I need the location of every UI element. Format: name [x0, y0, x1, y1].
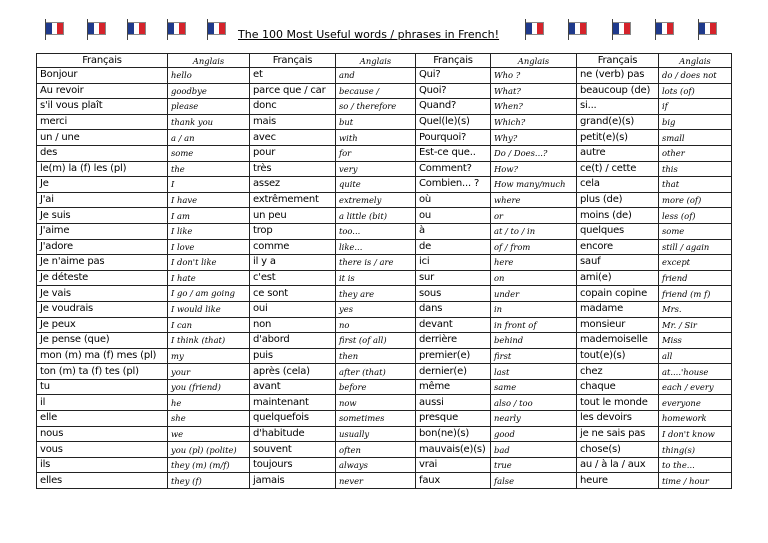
english-translation-cell: they are [336, 286, 416, 302]
english-translation-cell: good [491, 426, 577, 442]
table-header-row [37, 54, 732, 68]
french-word-cell: ici [416, 255, 491, 271]
french-word-cell: encore [577, 239, 659, 255]
english-translation-cell: sometimes [336, 411, 416, 427]
english-translation-cell: she [168, 411, 250, 427]
english-translation-cell: homework [659, 411, 732, 427]
french-word-cell: à [416, 223, 491, 239]
english-translation-cell: friend [659, 270, 732, 286]
table-row [37, 457, 732, 473]
french-word-cell: bon(ne)(s) [416, 426, 491, 442]
english-translation-cell: last [491, 364, 577, 380]
french-flag-icon [568, 22, 587, 35]
table-row [37, 239, 732, 255]
table-row [37, 208, 732, 224]
french-word-cell: premier(e) [416, 348, 491, 364]
table-row [37, 145, 732, 161]
english-translation-cell: he [168, 395, 250, 411]
french-word-cell: extrêmement [250, 192, 336, 208]
header-francais: Français [577, 54, 659, 68]
french-word-cell: grand(e)(s) [577, 114, 659, 130]
english-translation-cell: false [491, 473, 577, 489]
english-translation-cell: some [659, 223, 732, 239]
french-word-cell: J'aime [37, 223, 168, 239]
english-translation-cell: hello [168, 68, 250, 84]
english-translation-cell: bad [491, 442, 577, 458]
french-word-cell: ami(e) [577, 270, 659, 286]
french-word-cell: chez [577, 364, 659, 380]
page-header [0, 0, 768, 52]
english-translation-cell: thank you [168, 114, 250, 130]
table-row [37, 473, 732, 489]
english-translation-cell: still / again [659, 239, 732, 255]
english-translation-cell: in [491, 301, 577, 317]
french-flag-icon [167, 22, 186, 35]
english-translation-cell: often [336, 442, 416, 458]
french-word-cell: il y a [250, 255, 336, 271]
french-word-cell: presque [416, 411, 491, 427]
french-word-cell: ce(t) / cette [577, 161, 659, 177]
french-word-cell: donc [250, 99, 336, 115]
english-translation-cell: we [168, 426, 250, 442]
english-translation-cell: they (f) [168, 473, 250, 489]
french-word-cell: si... [577, 99, 659, 115]
french-word-cell: je ne sais pas [577, 426, 659, 442]
english-translation-cell: I would like [168, 301, 250, 317]
page-title: The 100 Most Useful words / phrases in French! [238, 28, 500, 41]
french-flag-icon [612, 22, 631, 35]
french-word-cell: Est-ce que.. [416, 145, 491, 161]
english-translation-cell: thing(s) [659, 442, 732, 458]
table-row [37, 411, 732, 427]
french-word-cell: jamais [250, 473, 336, 489]
french-word-cell: un peu [250, 208, 336, 224]
english-translation-cell: so / therefore [336, 99, 416, 115]
french-word-cell: copain copine [577, 286, 659, 302]
table-row [37, 286, 732, 302]
french-flag-icon [525, 22, 544, 35]
french-word-cell: mon (m) ma (f) mes (pl) [37, 348, 168, 364]
french-word-cell: sous [416, 286, 491, 302]
french-word-cell: Je voudrais [37, 301, 168, 317]
english-translation-cell: usually [336, 426, 416, 442]
french-word-cell: s'il vous plaît [37, 99, 168, 115]
french-word-cell: des [37, 145, 168, 161]
french-word-cell: tout(e)(s) [577, 348, 659, 364]
french-word-cell: mauvais(e)(s) [416, 442, 491, 458]
french-word-cell: oui [250, 301, 336, 317]
english-translation-cell: first (of all) [336, 333, 416, 349]
english-translation-cell: When? [491, 99, 577, 115]
table-row [37, 426, 732, 442]
table-row [37, 83, 732, 99]
french-word-cell: beaucoup (de) [577, 83, 659, 99]
french-word-cell: avant [250, 379, 336, 395]
french-word-cell: mais [250, 114, 336, 130]
english-translation-cell: my [168, 348, 250, 364]
french-word-cell: souvent [250, 442, 336, 458]
english-translation-cell: extremely [336, 192, 416, 208]
french-word-cell: aussi [416, 395, 491, 411]
french-word-cell: les devoirs [577, 411, 659, 427]
table-row [37, 114, 732, 130]
header-francais: Français [37, 54, 168, 68]
english-translation-cell: How? [491, 161, 577, 177]
french-word-cell: vous [37, 442, 168, 458]
english-translation-cell: on [491, 270, 577, 286]
french-word-cell: un / une [37, 130, 168, 146]
english-translation-cell: I like [168, 223, 250, 239]
table-row [37, 270, 732, 286]
english-translation-cell: I love [168, 239, 250, 255]
french-word-cell: Au revoir [37, 83, 168, 99]
english-translation-cell: very [336, 161, 416, 177]
french-word-cell: après (cela) [250, 364, 336, 380]
french-word-cell: elle [37, 411, 168, 427]
french-word-cell: parce que / car [250, 83, 336, 99]
french-word-cell: même [416, 379, 491, 395]
french-word-cell: Je pense (que) [37, 333, 168, 349]
english-translation-cell: you (friend) [168, 379, 250, 395]
french-word-cell: Je peux [37, 317, 168, 333]
english-translation-cell: your [168, 364, 250, 380]
english-translation-cell: here [491, 255, 577, 271]
english-translation-cell: this [659, 161, 732, 177]
french-flag-icon [207, 22, 226, 35]
french-word-cell: ne (verb) pas [577, 68, 659, 84]
header-anglais: Anglais [659, 54, 732, 68]
table-row [37, 301, 732, 317]
english-translation-cell: because / [336, 83, 416, 99]
english-translation-cell: I don't like [168, 255, 250, 271]
english-translation-cell: if [659, 99, 732, 115]
english-translation-cell: other [659, 145, 732, 161]
french-word-cell: plus (de) [577, 192, 659, 208]
english-translation-cell: a / an [168, 130, 250, 146]
french-word-cell: moins (de) [577, 208, 659, 224]
french-word-cell: trop [250, 223, 336, 239]
french-flag-icon [87, 22, 106, 35]
english-translation-cell: Mr. / Sir [659, 317, 732, 333]
vocabulary-table [36, 53, 732, 489]
english-translation-cell: What? [491, 83, 577, 99]
table-row [37, 223, 732, 239]
english-translation-cell: big [659, 114, 732, 130]
french-flag-icon [698, 22, 717, 35]
english-translation-cell: I don't know [659, 426, 732, 442]
english-translation-cell: under [491, 286, 577, 302]
english-translation-cell: before [336, 379, 416, 395]
english-translation-cell: no [336, 317, 416, 333]
french-word-cell: autre [577, 145, 659, 161]
table-row [37, 364, 732, 380]
french-word-cell: dernier(e) [416, 364, 491, 380]
english-translation-cell: where [491, 192, 577, 208]
french-word-cell: où [416, 192, 491, 208]
french-word-cell: tout le monde [577, 395, 659, 411]
french-word-cell: le(m) la (f) les (pl) [37, 161, 168, 177]
english-translation-cell: lots (of) [659, 83, 732, 99]
french-word-cell: monsieur [577, 317, 659, 333]
english-translation-cell: more (of) [659, 192, 732, 208]
english-translation-cell: always [336, 457, 416, 473]
table-row [37, 395, 732, 411]
french-word-cell: Quoi? [416, 83, 491, 99]
french-word-cell: faux [416, 473, 491, 489]
french-flag-icon [45, 22, 64, 35]
french-word-cell: très [250, 161, 336, 177]
french-word-cell: chaque [577, 379, 659, 395]
english-translation-cell: never [336, 473, 416, 489]
french-word-cell: Bonjour [37, 68, 168, 84]
english-translation-cell: some [168, 145, 250, 161]
english-translation-cell: please [168, 99, 250, 115]
french-word-cell: toujours [250, 457, 336, 473]
french-word-cell: merci [37, 114, 168, 130]
french-word-cell: Je déteste [37, 270, 168, 286]
english-translation-cell: friend (m f) [659, 286, 732, 302]
english-translation-cell: all [659, 348, 732, 364]
header-anglais: Anglais [491, 54, 577, 68]
french-word-cell: c'est [250, 270, 336, 286]
table-row [37, 130, 732, 146]
french-word-cell: ce sont [250, 286, 336, 302]
french-word-cell: J'adore [37, 239, 168, 255]
french-word-cell: Qui? [416, 68, 491, 84]
french-word-cell: quelquefois [250, 411, 336, 427]
english-translation-cell: true [491, 457, 577, 473]
french-word-cell: ils [37, 457, 168, 473]
table-row [37, 255, 732, 271]
english-translation-cell: Mrs. [659, 301, 732, 317]
english-translation-cell: nearly [491, 411, 577, 427]
french-word-cell: Je [37, 177, 168, 193]
english-translation-cell: Why? [491, 130, 577, 146]
english-translation-cell: I can [168, 317, 250, 333]
english-translation-cell: How many/much [491, 177, 577, 193]
english-translation-cell: with [336, 130, 416, 146]
french-word-cell: quelques [577, 223, 659, 239]
french-word-cell: sauf [577, 255, 659, 271]
table-row [37, 68, 732, 84]
table-row [37, 177, 732, 193]
english-translation-cell: except [659, 255, 732, 271]
english-translation-cell: yes [336, 301, 416, 317]
french-word-cell: J'ai [37, 192, 168, 208]
french-word-cell: Je n'aime pas [37, 255, 168, 271]
french-word-cell: madame [577, 301, 659, 317]
english-translation-cell: Do / Does...? [491, 145, 577, 161]
english-translation-cell: I [168, 177, 250, 193]
english-translation-cell: it is [336, 270, 416, 286]
french-word-cell: d'abord [250, 333, 336, 349]
english-translation-cell: or [491, 208, 577, 224]
french-word-cell: maintenant [250, 395, 336, 411]
french-word-cell: dans [416, 301, 491, 317]
english-translation-cell: like... [336, 239, 416, 255]
french-word-cell: ou [416, 208, 491, 224]
english-translation-cell: Miss [659, 333, 732, 349]
english-translation-cell: do / does not [659, 68, 732, 84]
french-word-cell: mademoiselle [577, 333, 659, 349]
french-word-cell: Pourquoi? [416, 130, 491, 146]
french-word-cell: comme [250, 239, 336, 255]
french-word-cell: devant [416, 317, 491, 333]
header-anglais: Anglais [168, 54, 250, 68]
french-word-cell: Quand? [416, 99, 491, 115]
french-word-cell: Combien... ? [416, 177, 491, 193]
english-translation-cell: at....'house [659, 364, 732, 380]
english-translation-cell: a little (bit) [336, 208, 416, 224]
french-word-cell: non [250, 317, 336, 333]
french-word-cell: Je vais [37, 286, 168, 302]
english-translation-cell: and [336, 68, 416, 84]
english-translation-cell: goodbye [168, 83, 250, 99]
english-translation-cell: I hate [168, 270, 250, 286]
english-translation-cell: I am [168, 208, 250, 224]
english-translation-cell: everyone [659, 395, 732, 411]
french-word-cell: de [416, 239, 491, 255]
table-row [37, 317, 732, 333]
french-word-cell: Quel(le)(s) [416, 114, 491, 130]
english-translation-cell: also / too [491, 395, 577, 411]
french-flag-icon [655, 22, 674, 35]
english-translation-cell: too... [336, 223, 416, 239]
english-translation-cell: first [491, 348, 577, 364]
french-word-cell: Je suis [37, 208, 168, 224]
french-word-cell: il [37, 395, 168, 411]
french-word-cell: heure [577, 473, 659, 489]
french-word-cell: puis [250, 348, 336, 364]
english-translation-cell: after (that) [336, 364, 416, 380]
english-translation-cell: time / hour [659, 473, 732, 489]
french-word-cell: et [250, 68, 336, 84]
french-word-cell: au / à la / aux [577, 457, 659, 473]
english-translation-cell: they (m) (m/f) [168, 457, 250, 473]
french-word-cell: elles [37, 473, 168, 489]
english-translation-cell: that [659, 177, 732, 193]
table-row [37, 379, 732, 395]
english-translation-cell: Which? [491, 114, 577, 130]
header-anglais: Anglais [336, 54, 416, 68]
french-word-cell: vrai [416, 457, 491, 473]
english-translation-cell: in front of [491, 317, 577, 333]
french-word-cell: avec [250, 130, 336, 146]
french-word-cell: sur [416, 270, 491, 286]
table-row [37, 99, 732, 115]
english-translation-cell: less (of) [659, 208, 732, 224]
french-word-cell: petit(e)(s) [577, 130, 659, 146]
english-translation-cell: Who ? [491, 68, 577, 84]
english-translation-cell: behind [491, 333, 577, 349]
english-translation-cell: at / to / in [491, 223, 577, 239]
english-translation-cell: I go / am going [168, 286, 250, 302]
english-translation-cell: now [336, 395, 416, 411]
english-translation-cell: there is / are [336, 255, 416, 271]
table-row [37, 333, 732, 349]
header-francais: Français [416, 54, 491, 68]
english-translation-cell: I think (that) [168, 333, 250, 349]
english-translation-cell: I have [168, 192, 250, 208]
french-word-cell: ton (m) ta (f) tes (pl) [37, 364, 168, 380]
french-word-cell: d'habitude [250, 426, 336, 442]
english-translation-cell: quite [336, 177, 416, 193]
table-row [37, 442, 732, 458]
french-word-cell: derrière [416, 333, 491, 349]
french-word-cell: cela [577, 177, 659, 193]
english-translation-cell: of / from [491, 239, 577, 255]
english-translation-cell: to the... [659, 457, 732, 473]
english-translation-cell: each / every [659, 379, 732, 395]
french-word-cell: assez [250, 177, 336, 193]
english-translation-cell: small [659, 130, 732, 146]
french-word-cell: pour [250, 145, 336, 161]
table-row [37, 348, 732, 364]
french-flag-icon [127, 22, 146, 35]
english-translation-cell: then [336, 348, 416, 364]
french-word-cell: Comment? [416, 161, 491, 177]
french-word-cell: chose(s) [577, 442, 659, 458]
english-translation-cell: but [336, 114, 416, 130]
header-francais: Français [250, 54, 336, 68]
french-word-cell: tu [37, 379, 168, 395]
english-translation-cell: you (pl) (polite) [168, 442, 250, 458]
table-row [37, 161, 732, 177]
english-translation-cell: same [491, 379, 577, 395]
english-translation-cell: the [168, 161, 250, 177]
french-word-cell: nous [37, 426, 168, 442]
table-row [37, 192, 732, 208]
english-translation-cell: for [336, 145, 416, 161]
